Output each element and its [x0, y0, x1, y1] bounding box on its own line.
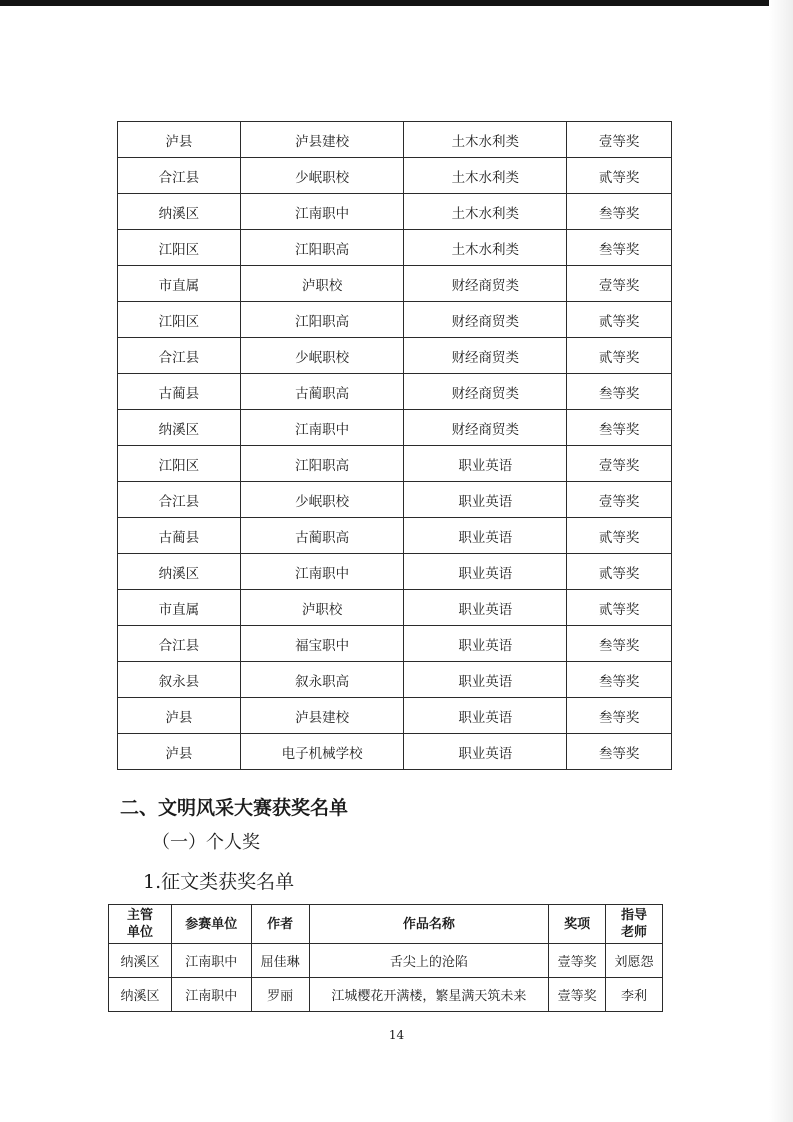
table-cell: 江南职中: [240, 554, 404, 590]
table-cell: 职业英语: [404, 626, 567, 662]
table-row: [118, 230, 672, 266]
table-cell: 合江县: [118, 482, 241, 518]
table-cell: 江阳区: [118, 446, 241, 482]
table-cell: 职业英语: [404, 554, 567, 590]
table-cell: 屈佳琳: [251, 944, 309, 978]
table-cell: 财经商贸类: [404, 266, 567, 302]
header-line: 参赛单位: [185, 916, 238, 932]
table-cell: 叁等奖: [567, 734, 672, 770]
table-row: [118, 302, 672, 338]
header-line: 作者: [267, 916, 294, 932]
table-cell: 古蔺县: [118, 374, 241, 410]
table-cell: 壹等奖: [549, 978, 606, 1012]
table-row: [118, 158, 672, 194]
table-row: [118, 410, 672, 446]
table-cell: 江阳职高: [240, 446, 404, 482]
scan-top-border: [0, 0, 793, 6]
table-cell: 土木水利类: [404, 158, 567, 194]
table-cell: 泸职校: [240, 266, 404, 302]
table-cell: 贰等奖: [567, 302, 672, 338]
award-table-1: [117, 121, 672, 770]
table-cell: 古蔺县: [118, 518, 241, 554]
table-cell: 江阳区: [118, 302, 241, 338]
table-cell: 电子机械学校: [240, 734, 404, 770]
table-cell: 叁等奖: [567, 374, 672, 410]
table-cell: 市直属: [118, 590, 241, 626]
table-cell: 土木水利类: [404, 230, 567, 266]
table-cell: 江南职中: [240, 194, 404, 230]
table-cell: 合江县: [118, 338, 241, 374]
header-line: 老师: [621, 925, 648, 940]
table-row: [118, 446, 672, 482]
table-cell: 纳溪区: [118, 194, 241, 230]
table-row: [118, 554, 672, 590]
table-cell: 壹等奖: [567, 446, 672, 482]
table-cell: 壹等奖: [567, 266, 672, 302]
table-cell: 福宝职中: [240, 626, 404, 662]
table-cell: 纳溪区: [109, 978, 172, 1012]
table-cell: 少岷职校: [240, 482, 404, 518]
table-cell: 职业英语: [404, 698, 567, 734]
header-line: 奖项: [564, 916, 591, 932]
table-cell: 职业英语: [404, 518, 567, 554]
table-row: [118, 374, 672, 410]
table-cell: 贰等奖: [567, 554, 672, 590]
table-cell: 叁等奖: [567, 230, 672, 266]
table-cell: 职业英语: [404, 662, 567, 698]
table-cell: 李利: [606, 978, 663, 1012]
table-cell: 江南职中: [240, 410, 404, 446]
table-cell: 市直属: [118, 266, 241, 302]
table-cell: 古蔺职高: [240, 518, 404, 554]
table-cell: 贰等奖: [567, 590, 672, 626]
table-row: [118, 518, 672, 554]
table-cell: 贰等奖: [567, 338, 672, 374]
table-cell: 泸县建校: [240, 122, 404, 158]
table-header-cell: [251, 905, 309, 944]
table-cell: 刘愿怨: [606, 944, 663, 978]
table-header-cell: [549, 905, 606, 944]
table-cell: 纳溪区: [109, 944, 172, 978]
table-cell: 泸县: [118, 122, 241, 158]
table-cell: 江城樱花开满楼，繁星满天筑未来: [309, 978, 549, 1012]
table-cell: 江阳区: [118, 230, 241, 266]
table-header-cell: [606, 905, 663, 944]
table-cell: 叁等奖: [567, 194, 672, 230]
table-cell: 少岷职校: [240, 158, 404, 194]
page-number: 14: [388, 1028, 405, 1042]
table-cell: 古蔺职高: [240, 374, 404, 410]
table-row: [118, 662, 672, 698]
table-cell: 贰等奖: [567, 518, 672, 554]
table-cell: 罗丽: [251, 978, 309, 1012]
table-cell: 叁等奖: [567, 410, 672, 446]
table-row: [118, 122, 672, 158]
table-cell: 财经商贸类: [404, 338, 567, 374]
scan-right-edge: [769, 0, 793, 1122]
table-row: [118, 266, 672, 302]
header-line: 作品名称: [402, 916, 455, 932]
table-cell: 泸职校: [240, 590, 404, 626]
table-cell: 土木水利类: [404, 194, 567, 230]
table-cell: 叁等奖: [567, 698, 672, 734]
table-header-cell: [109, 905, 172, 944]
table-cell: 江阳职高: [240, 230, 404, 266]
table-cell: 职业英语: [404, 482, 567, 518]
table-cell: 壹等奖: [567, 122, 672, 158]
table-row: [118, 698, 672, 734]
table-cell: 叁等奖: [567, 626, 672, 662]
table-row: [118, 590, 672, 626]
header-line: 单位: [126, 925, 153, 940]
table-header-row: [109, 905, 663, 944]
table-cell: 纳溪区: [118, 554, 241, 590]
table-cell: 江阳职高: [240, 302, 404, 338]
table-cell: 泸县: [118, 698, 241, 734]
table-cell: 江南职中: [171, 978, 251, 1012]
table-cell: 土木水利类: [404, 122, 567, 158]
table-row: [109, 944, 663, 978]
table-cell: 合江县: [118, 626, 241, 662]
table-cell: 财经商贸类: [404, 374, 567, 410]
table-cell: 叙永职高: [240, 662, 404, 698]
table-cell: 职业英语: [404, 590, 567, 626]
header-line: 指导: [621, 908, 648, 923]
table-cell: 合江县: [118, 158, 241, 194]
table-cell: 壹等奖: [549, 944, 606, 978]
table-row: [118, 194, 672, 230]
table-row: [118, 482, 672, 518]
table-header-cell: [309, 905, 549, 944]
table-cell: 少岷职校: [240, 338, 404, 374]
table-cell: 财经商贸类: [404, 302, 567, 338]
section-title: 二、文明风采大赛获奖名单: [120, 797, 349, 819]
table-row: [118, 734, 672, 770]
table-cell: 壹等奖: [567, 482, 672, 518]
table-row: [118, 626, 672, 662]
table-cell: 舌尖上的沧陷: [309, 944, 549, 978]
table-cell: 叙永县: [118, 662, 241, 698]
table-cell: 泸县: [118, 734, 241, 770]
table-row: [118, 338, 672, 374]
subsection-title: （一）个人奖: [152, 832, 260, 853]
list-title: 1.征文类获奖名单: [143, 871, 295, 893]
table-cell: 泸县建校: [240, 698, 404, 734]
table-cell: 财经商贸类: [404, 410, 567, 446]
table-cell: 纳溪区: [118, 410, 241, 446]
table-cell: 职业英语: [404, 446, 567, 482]
table-header-cell: [171, 905, 251, 944]
table-cell: 江南职中: [171, 944, 251, 978]
essay-award-table: [108, 904, 663, 1012]
table-cell: 职业英语: [404, 734, 567, 770]
header-line: 主管: [126, 908, 153, 923]
table-cell: 贰等奖: [567, 158, 672, 194]
table-cell: 叁等奖: [567, 662, 672, 698]
table-row: [109, 978, 663, 1012]
